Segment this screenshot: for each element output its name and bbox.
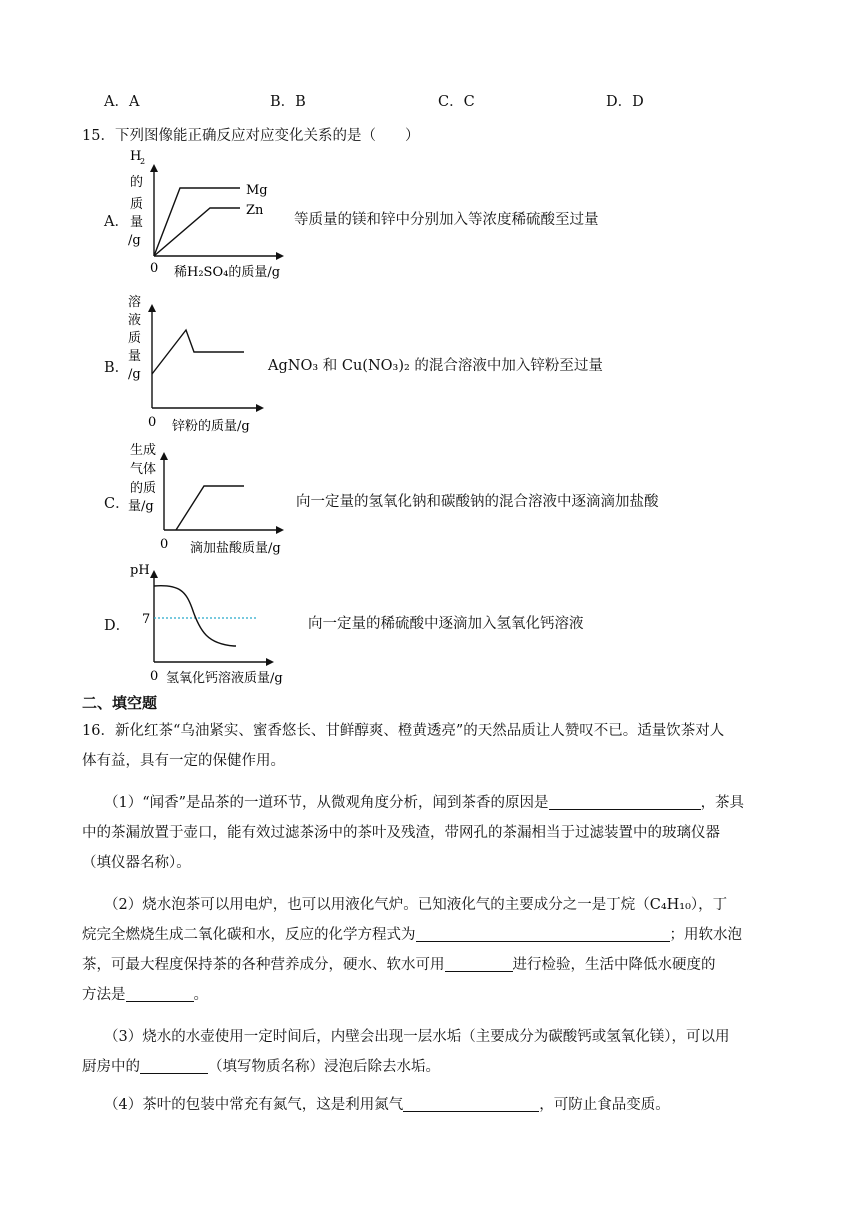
q15-stem: 15．下列图像能正确反应对应变化关系的是（ ） (82, 128, 420, 144)
q15-a-letter: A． (104, 214, 129, 230)
d-y-arrow (150, 570, 158, 578)
q15-b-desc: AgNO₃ 和 Cu(NO₃)₂ 的混合溶液中加入锌粉至过量 (268, 358, 603, 374)
a-mg-label: Mg (246, 183, 268, 198)
q16-part1 (82, 788, 782, 878)
q16-part4 (82, 1090, 782, 1120)
blank-5[interactable] (140, 1057, 208, 1074)
q16-part2 (82, 890, 782, 1010)
a-ylabel-3: 质 (130, 197, 144, 212)
b-ylabel-1: 溶 (128, 295, 142, 310)
b-ylabel-2: 液 (128, 313, 142, 328)
d-tick-7: 7 (142, 612, 151, 627)
blank-3[interactable] (445, 955, 513, 972)
q16-p3-c: （填写物质名称）浸泡后除去水垢。 (208, 1059, 440, 1075)
b-x-arrow (256, 404, 264, 412)
blank-2[interactable] (416, 925, 670, 942)
blank-1[interactable] (549, 793, 701, 810)
q15-b-letter: B． (104, 360, 130, 376)
a-zn-label: Zn (246, 203, 264, 218)
a-ylabel-2: 的 (130, 175, 144, 190)
d-x-arrow (266, 658, 274, 666)
q15-c-desc: 向一定量的氢氧化钠和碳酸钠的混合溶液中逐滴滴加盐酸 (296, 494, 659, 510)
d-ylabel: pH (130, 563, 150, 578)
q16-part3 (82, 1022, 782, 1082)
q14-option-b: B．B (270, 94, 306, 110)
q15-c-graph (122, 440, 312, 558)
a-ylabel-4: 量 (130, 215, 144, 230)
c-ylabel-1: 生成 (130, 443, 157, 458)
c-ylabel-2: 气体 (130, 462, 157, 477)
q14-option-d: D．D (606, 94, 644, 110)
q15-a-graph (122, 146, 302, 282)
c-ylabel-3: 的质 (130, 481, 157, 496)
q16-p3-b: 厨房中的 (82, 1059, 140, 1075)
q14-option-a: A．A (104, 94, 140, 110)
q15-c-letter: C． (104, 496, 130, 512)
a-x-arrow (276, 252, 284, 260)
c-y-arrow (160, 452, 168, 460)
q16-p4-b: ，可防止食品变质。 (539, 1097, 670, 1113)
q15-d-desc: 向一定量的稀硫酸中逐滴加入氢氧化钙溶液 (308, 616, 584, 632)
b-y-arrow (148, 304, 156, 312)
q16-p2-e: 进行检验，生活中降低水硬度的 (512, 957, 716, 973)
q16-p1-b: ，茶具 (700, 795, 745, 811)
q16-p1-c: 中的茶漏放置于壶口，能有效过滤茶汤中的茶叶及残渣，带网孔的茶漏相当于过滤装置中的玻璃仪器 (82, 825, 720, 841)
q16-p2-a: （2）烧水泡茶可以用电炉，也可以用液化气炉。已知液化气的主要成分之一是丁烷（C₄H₁₀），丁 (104, 897, 728, 913)
a-y-arrow (150, 164, 158, 172)
q16-intro-line1: 16．新化红茶“乌油紧实、蜜香悠长、甘鲜醇爽、橙黄透亮”的天然品质让人赞叹不已。适量饮茶对人 (82, 723, 725, 739)
c-x-arrow (276, 526, 284, 534)
q15-b-graph (122, 290, 282, 438)
b-ylabel-3: 质 (128, 331, 142, 346)
q15-a-desc: 等质量的镁和锌中分别加入等浓度稀硫酸至过量 (294, 212, 599, 228)
a-xlabel: 稀H₂SO₄的质量/g (174, 265, 281, 280)
q16-p2-d: 茶，可最大程度保持茶的各种营养成分，硬水、软水可用 (82, 957, 445, 973)
q16-p2-b: 烷完全燃烧生成二氧化碳和水，反应的化学方程式为 (82, 927, 416, 943)
blank-6[interactable] (403, 1095, 539, 1112)
q16-p3-a: （3）烧水的水壶使用一定时间后，内壁会出现一层水垢（主要成分为碳酸钙或氢氧化镁），可以用 (104, 1029, 730, 1045)
q16-p2-c: ；用软水泡 (669, 927, 742, 943)
section-title: 二、填空题 (82, 694, 158, 712)
d-xlabel: 氢氧化钙溶液质量/g (166, 671, 283, 686)
c-ylabel-4: 量/g (128, 499, 154, 514)
q16-intro-line2: 体有益，具有一定的保健作用。 (82, 753, 285, 769)
d-origin: 0 (150, 669, 159, 684)
q16-p2-g: 。 (193, 987, 208, 1003)
c-origin: 0 (160, 537, 169, 552)
q16-intro (82, 716, 782, 776)
d-curve (154, 586, 236, 646)
q16-p4-a: （4）茶叶的包装中常充有氮气，这是利用氮气 (104, 1097, 404, 1113)
a-origin: 0 (150, 261, 159, 276)
a-ylabel-sub2: 2 (140, 157, 146, 166)
q16-p2-f: 方法是 (82, 987, 126, 1003)
q14-option-c: C．C (438, 94, 475, 110)
b-curve (152, 330, 244, 374)
b-xlabel: 锌粉的质量/g (172, 419, 250, 434)
q16-p1-d: （填仪器名称）。 (82, 855, 191, 871)
blank-4[interactable] (126, 985, 194, 1002)
b-ylabel-4: 量 (128, 349, 142, 364)
q16-p1-a: （1）“闻香”是品茶的一道环节，从微观角度分析，闻到茶香的原因是 (104, 795, 549, 811)
c-xlabel: 滴加盐酸质量/g (190, 541, 281, 556)
a-zn-line (154, 208, 240, 256)
c-curve (176, 486, 244, 530)
b-ylabel-5: /g (128, 367, 141, 382)
b-origin: 0 (148, 415, 157, 430)
a-ylabel-5: /g (128, 233, 141, 248)
q15-d-letter: D． (104, 618, 131, 634)
q15-d-graph (122, 558, 312, 688)
a-ylabel-h: H (130, 149, 142, 164)
